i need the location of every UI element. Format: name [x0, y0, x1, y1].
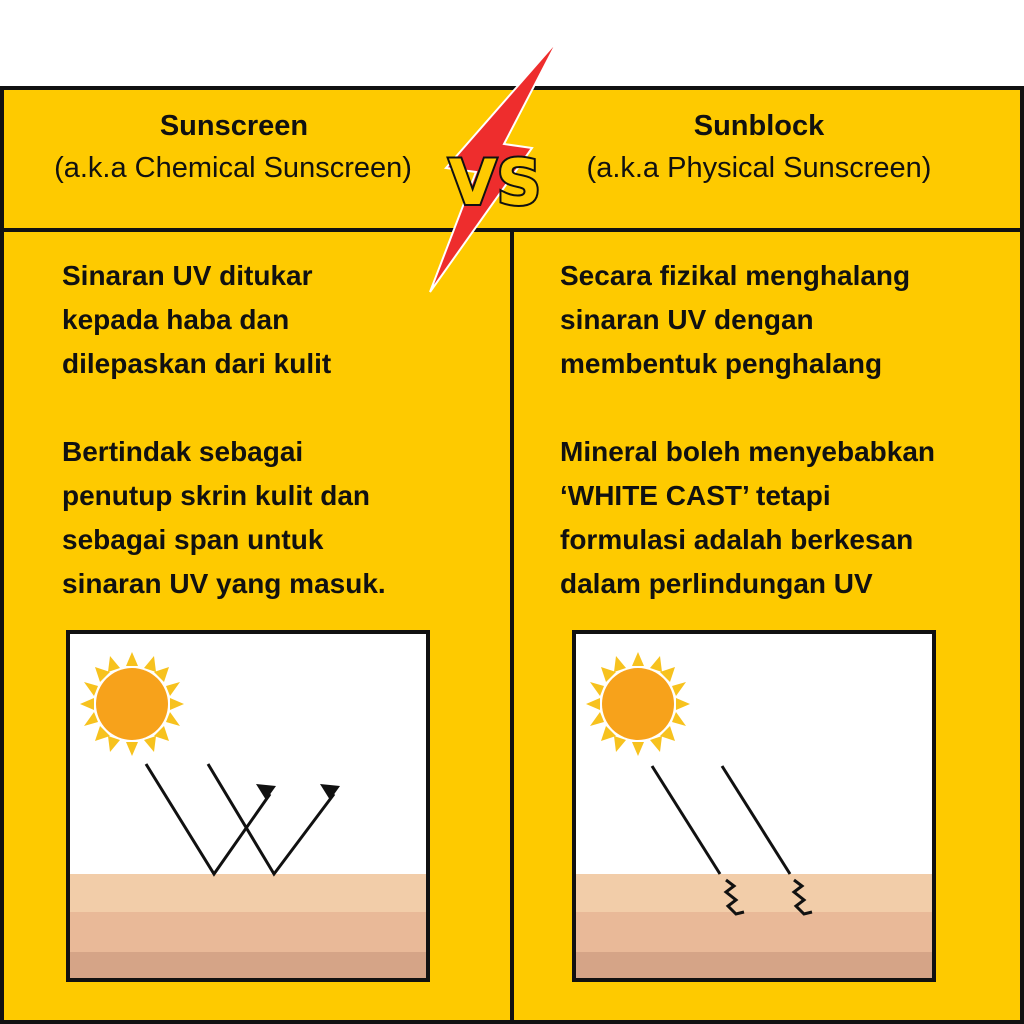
skin-top-layer [576, 874, 932, 912]
lightning-bolt-icon [420, 40, 570, 300]
arrow-head [320, 784, 340, 800]
uv-reflection-arrows [146, 764, 334, 874]
skin-bottom-layer [70, 952, 426, 978]
arrow-head [256, 784, 276, 800]
text-line: Bertindak sebagai [62, 436, 304, 467]
text-line: sebagai span untuk [62, 524, 324, 555]
sunblock-diagram [572, 630, 936, 982]
sunscreen-description [62, 254, 502, 606]
sunblock-title: Sunblock [693, 110, 825, 142]
skin-bottom-layer [576, 952, 932, 978]
text-line: Mineral boleh menyebabkan [560, 436, 935, 467]
sunblock-paragraph-1 [560, 254, 1020, 386]
text-line: penutup skrin kulit dan [62, 480, 371, 511]
vs-label: VS [448, 146, 542, 219]
sunscreen-paragraph-2 [62, 430, 502, 606]
sun-icon [80, 652, 184, 756]
reflection-illustration [70, 634, 426, 978]
sunblock-description [560, 254, 1020, 606]
text-line: sinaran UV dengan [560, 304, 814, 335]
text-line: dalam perlindungan UV [560, 568, 873, 599]
block-illustration [576, 634, 932, 978]
sunblock-subtitle: (a.k.a Physical Sunscreen) [586, 152, 932, 184]
vs-badge [420, 40, 570, 300]
sunscreen-diagram [66, 630, 430, 982]
sunblock-paragraph-2 [560, 430, 1020, 606]
text-line: dilepaskan dari kulit [62, 348, 332, 379]
text-line: membentuk penghalang [560, 348, 883, 379]
sunscreen-subtitle: (a.k.a Chemical Sunscreen) [54, 152, 412, 184]
sunscreen-panel [0, 232, 512, 1024]
text-line: kepada haba dan [62, 304, 290, 335]
text-line: sinaran UV yang masuk. [62, 568, 386, 599]
text-line: Sinaran UV ditukar [62, 260, 313, 291]
text-line: formulasi adalah berkesan [560, 524, 914, 555]
text-line: ‘WHITE CAST’ tetapi [560, 480, 831, 511]
skin-top-layer [70, 874, 426, 912]
sun-icon [586, 652, 690, 756]
text-line: Secara fizikal menghalang [560, 260, 911, 291]
sunscreen-title: Sunscreen [159, 110, 309, 142]
sunblock-panel [512, 232, 1024, 1024]
